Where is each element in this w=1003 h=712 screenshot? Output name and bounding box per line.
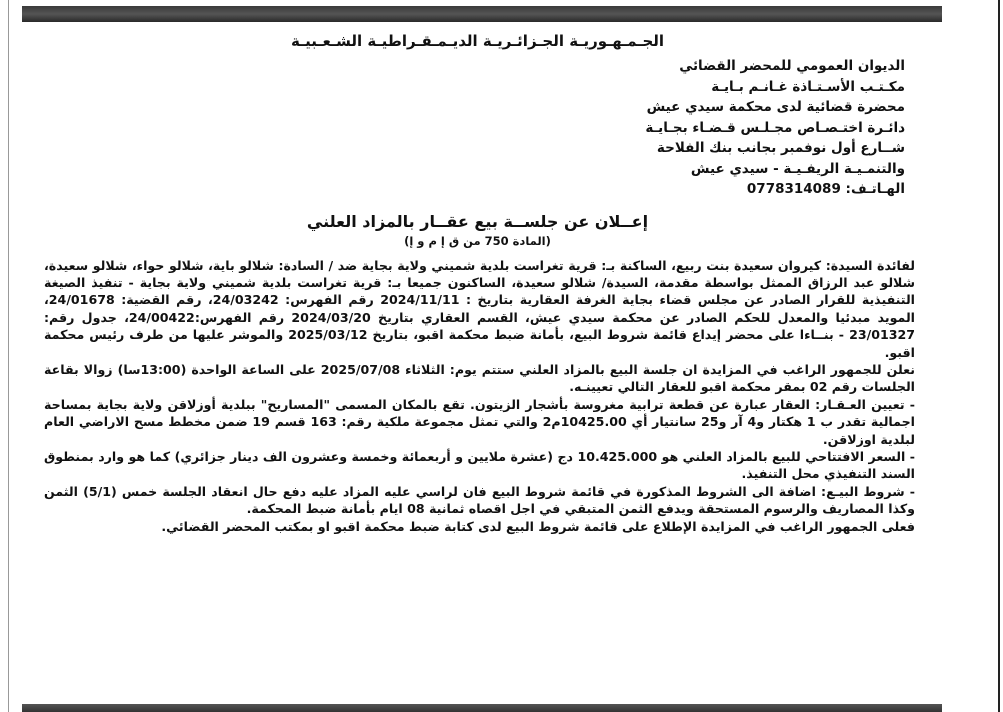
property-description-paragraph: - تعيين العـقـار: العقار عبارة عن قطعة ترابية مغروسة بأشجار الزيتون. تقع بالمكان المسمى "المساريح" ببلدية أوزلاقن ولاية بجاية بمساحة اجمالية تقدر ب 1 هكتار و4 آر و25 سانتيار أي 10425.00م2 والتي تمثل مجموعة ملكية رقم: 163 قسم 19 ضمن مخطط مسح الاراضي العام لبلدية اوزلاقن.	[44, 396, 915, 447]
closing-notice-paragraph: فعلى الجمهور الراغب في المزايدة الإطلاع على قائمة شروط البيع لدى كتابة ضبط محكمة اقبو او بمكتب المحضر القضائي.	[161, 518, 915, 534]
office-line: والتنمـيـة الريفـيـة - سيدي عيش	[690, 160, 905, 177]
office-line: محضرة قضائية لدى محكمة سيدي عيش	[646, 99, 905, 115]
announcement-subtitle: (المادة 750 من ق إ م و إ)	[404, 233, 551, 248]
office-line: مكـتـب الأسـتـاذة غـانـم بـايـة	[711, 78, 905, 95]
phone-line	[40, 179, 915, 200]
sale-conditions-paragraph: - شروط البيـع: اضافة الى الشروط المذكورة في قائمة شروط البيع فان لراسي عليه المزاد عليه دفع حال انعقاد الجلسة خمس (5/1) الثمن وكذا المصاريف والرسوم المستحقة ويدفع الثمن المتبقي في اجل اقصاه ثمانية 08 ايام بأمانة ضبط المحكمة.	[44, 483, 915, 517]
top-border-bar	[22, 6, 942, 22]
document-content	[40, 24, 915, 535]
office-line: شــارع أول نوفمبر بجانب بنك الفلاحة	[656, 140, 905, 156]
republic-title: الجـمـهـوريـة الجـزائـريـة الديـمـقـراطيـة الشـعـبيـة	[290, 32, 665, 50]
office-header	[40, 56, 915, 200]
phone-number: 0778314089	[746, 181, 841, 197]
announcement-title: إعــلان عن جلســة بيع عقــار بالمزاد العلني	[306, 211, 649, 231]
office-line: دائـرة اختـصـاص مجـلـس قـضـاء بجـايـة	[645, 119, 905, 136]
office-line: الديوان العمومي للمحضر القضائي	[679, 58, 905, 74]
phone-label: الهـاتـف:	[845, 181, 905, 197]
parties-paragraph: لفائدة السيدة: كيروان سعيدة بنت ربيع، الساكنة بـ: قرية تغراست بلدية شميني ولاية بجاية ضد / السادة: شلالو باية، شلالو حواء، شلالو سعيدة، شلالو عبد الرزاق الممثل بواسطة مقدمة، السيدة/ شلالو سعيدة، الساكنون جميعا بـ: قرية تغراست بلدية شميني ولاية بجاية - تنفيذ الصيغة التنفيذية للقرار الصادر عن مجلس قضاء بجاية الغرفة العقارية بتاريخ : 2024/11/11 رقم الفهرس: 24/03242، رقم القضية: 24/01678، المويد مبدئيا والمعدل للحكم الصادر عن محكمة سيدي عيش، القسم العقاري بتاريخ 2024/03/20 رقم الفهرس:24/00422، جدول رقم: 23/01327 - بنــاءا على محضر إيداع قائمة شروط البيع، بأمانة ضبط محكمة اقبو، بتاريخ 2025/03/12 والموشر عليها من طرف رئيس محكمة اقبو.	[44, 257, 916, 360]
auction-date-paragraph: نعلن للجمهور الراغب في المزايدة ان جلسة البيع بالمزاد العلني ستتم يوم: الثلاثاء 2025/07/08 على الساعة الواحدة (13:00سا) زوالا بقاعة الجلسات رقم 02 بمقر محكمة اقبو للعقار التالي تعيينـه.	[44, 361, 915, 395]
opening-price-paragraph: - السعر الافتتاحي للبيع بالمزاد العلني هو 10.425.000 دج (عشرة ملايين و أربعمائة وخمسة وعشرون الف دينار جزائري) كما هو وارد بمنطوق السند التنفيذي محل التنفيذ.	[44, 448, 915, 482]
bottom-border-bar	[22, 704, 942, 712]
